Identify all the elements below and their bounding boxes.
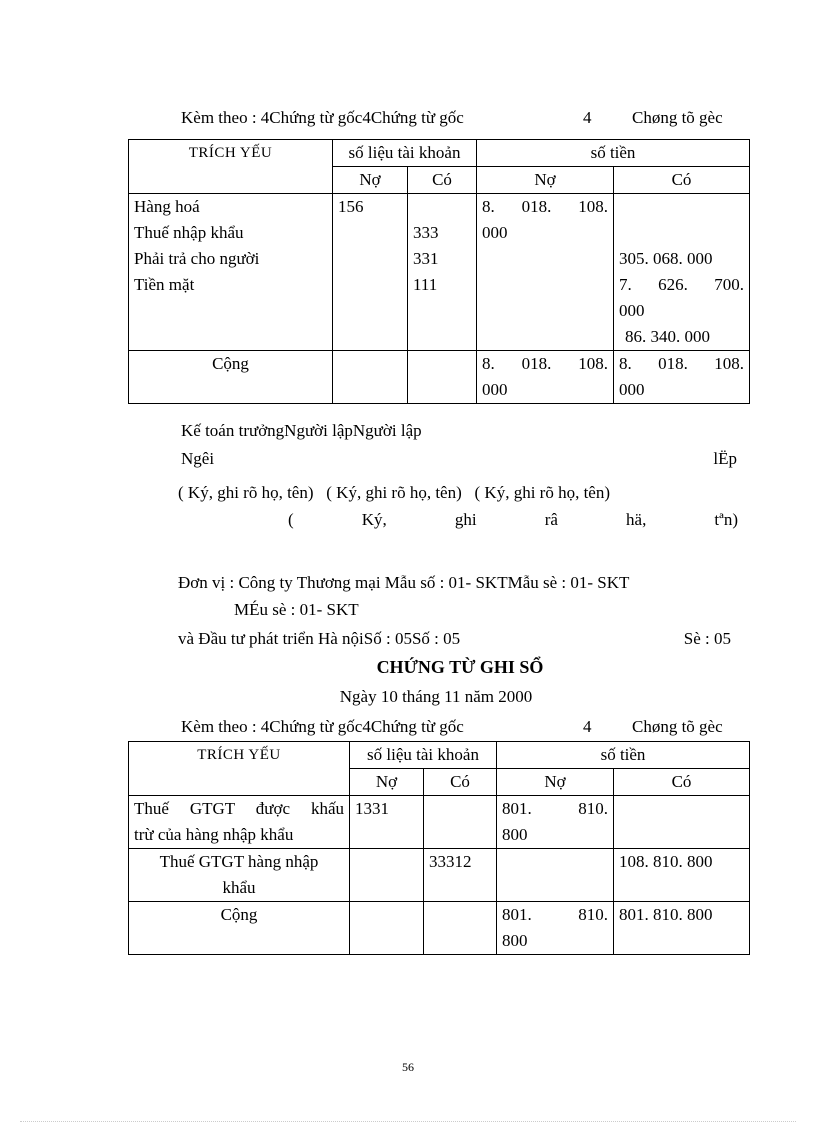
total-label: Cộng (129, 902, 350, 955)
row-label-line: trừ của hàng nhập khẩu (134, 825, 294, 844)
row-tien-co: 108. 810. 800 (614, 849, 750, 902)
signature-hints: ( Ký, ghi rõ họ, tên) ( Ký, ghi rõ họ, tên) ( Ký, ghi rõ họ, tên) (178, 483, 611, 502)
entry-label: Thuế nhập khẩu (134, 223, 244, 242)
garbled-word: ghi (454, 510, 477, 529)
total-no-value: 801. 810. (502, 905, 608, 924)
table-row (129, 796, 750, 849)
attachment-count: 4 (583, 108, 592, 127)
total-tien-no (477, 351, 614, 404)
entry-label: Hàng hoá (134, 197, 200, 216)
row-tk-no: 1331 (350, 796, 424, 849)
page-title: CHỨNG TỪ GHI SỔ (376, 657, 544, 677)
page-number: 56 (402, 1060, 414, 1074)
voucher-table-1 (128, 139, 750, 404)
unit-number-line (178, 629, 731, 649)
header-tk-no: Nợ (333, 167, 408, 194)
row-tien-no (497, 796, 614, 849)
tk-co-value: 333 (413, 223, 439, 242)
total-tien-co: 801. 810. 800 (614, 902, 750, 955)
entries-tien-no (477, 194, 614, 351)
attachment-line-1 (181, 108, 741, 128)
signature-garbled-left: Ngêi (181, 449, 215, 468)
row-label-line: Thuế GTGT hàng nhập (159, 852, 319, 871)
signature-garbled-hints (288, 510, 738, 530)
total-tk-co (424, 902, 497, 955)
entry-label: Phải trả cho người (134, 249, 260, 268)
entries-labels (129, 194, 333, 351)
tien-co-value-cont: 000 (619, 301, 645, 320)
row-label-line: Thuế GTGT được khấu (134, 799, 344, 818)
row-no-value: 801. 810. (502, 799, 608, 818)
total-co-value: 8. 018. 108. (619, 354, 745, 373)
garbled-word: hä, (626, 510, 647, 529)
row-tk-no (350, 849, 424, 902)
garbled-word: Ký, (361, 510, 387, 529)
header-tien-no: Nợ (497, 769, 614, 796)
table-row (129, 849, 750, 902)
attachment-text: Kèm theo : 4Chứng từ gốc4Chứng từ gốc (181, 717, 464, 736)
signature-garbled-right: lËp (713, 449, 737, 468)
header-tien-no: Nợ (477, 167, 614, 194)
row-tien-no (497, 849, 614, 902)
total-no-value-cont: 000 (482, 380, 508, 399)
garbled-word: tªn) (714, 510, 738, 529)
total-label: Cộng (129, 351, 333, 404)
header-tk-co: Có (424, 769, 497, 796)
tien-co-value: 7. 626. 700. (619, 275, 745, 294)
entries-tien-co (614, 194, 750, 351)
total-tk-no (333, 351, 408, 404)
tien-co-value: 305. 068. 000 (619, 249, 713, 268)
header-tk-co: Có (408, 167, 477, 194)
attachment-count: 4 (583, 717, 592, 736)
total-no-value: 8. 018. 108. (482, 354, 608, 373)
page-bottom-divider (20, 1121, 796, 1122)
row-tk-co (424, 796, 497, 849)
attachment-line-2 (181, 717, 741, 737)
tien-no-value: 8. 018. 108. (482, 197, 608, 216)
document-date: Ngày 10 tháng 11 năm 2000 (339, 687, 533, 706)
row-label-line: khẩu (222, 878, 256, 897)
header-tk-no: Nợ (350, 769, 424, 796)
header-trich-yeu: TRÍCH YẾU (129, 140, 333, 194)
header-so-hieu: số liệu tài khoản (350, 742, 497, 769)
total-tk-no (350, 902, 424, 955)
tien-co-value (619, 220, 744, 246)
attachment-text: Kèm theo : 4Chứng từ gốc4Chứng từ gốc (181, 108, 464, 127)
header-so-tien: số tiền (477, 140, 750, 167)
total-no-value-cont: 800 (502, 931, 528, 950)
unit-number-garbled: Sè : 05 (683, 629, 731, 648)
row-tk-co: 33312 (424, 849, 497, 902)
attachment-garbled: Chøng tõ gèc (632, 108, 723, 127)
signature-titles: Kế toán trưởngNgười lậpNgười lập (181, 421, 422, 440)
entries-tk-no (333, 194, 408, 351)
tien-no-value-cont: 000 (482, 223, 508, 242)
total-tien-co (614, 351, 750, 404)
tien-co-value (619, 194, 744, 220)
unit-line: Đơn vị : Công ty Thương mại Mẫu số : 01- SKTMẫu sè : 01- SKT (178, 573, 630, 592)
row-no-value-cont: 800 (502, 825, 528, 844)
unit-address-number: và Đầu tư phát triển Hà nộiSố : 05Số : 05 (178, 629, 461, 648)
total-tien-no (497, 902, 614, 955)
garbled-word: râ (544, 510, 558, 529)
header-so-hieu: số liệu tài khoản (333, 140, 477, 167)
tk-co-value (413, 194, 471, 220)
row-label (129, 849, 350, 902)
attachment-garbled: Chøng tõ gèc (632, 717, 723, 736)
total-co-value-cont: 000 (619, 380, 645, 399)
voucher-table-2 (128, 741, 750, 955)
header-trich-yeu: TRÍCH YẾU (129, 742, 350, 796)
header-tien-co: Có (614, 769, 750, 796)
row-tien-co (614, 796, 750, 849)
header-tien-co: Có (614, 167, 750, 194)
unit-form-garbled: MÉu sè : 01- SKT (234, 600, 359, 619)
total-tk-co (408, 351, 477, 404)
signature-garbled-line (181, 449, 737, 469)
header-so-tien: số tiền (497, 742, 750, 769)
table-row-total (129, 902, 750, 955)
tien-co-value: 86. 340. 000 (625, 327, 710, 346)
tk-co-value: 111 (413, 275, 438, 294)
entries-tk-co (408, 194, 477, 351)
tk-co-value: 331 (413, 249, 439, 268)
garbled-word: ( (288, 510, 294, 529)
entry-label: Tiền mặt (134, 275, 195, 294)
tk-no-value: 156 (338, 197, 364, 216)
row-label (129, 796, 350, 849)
